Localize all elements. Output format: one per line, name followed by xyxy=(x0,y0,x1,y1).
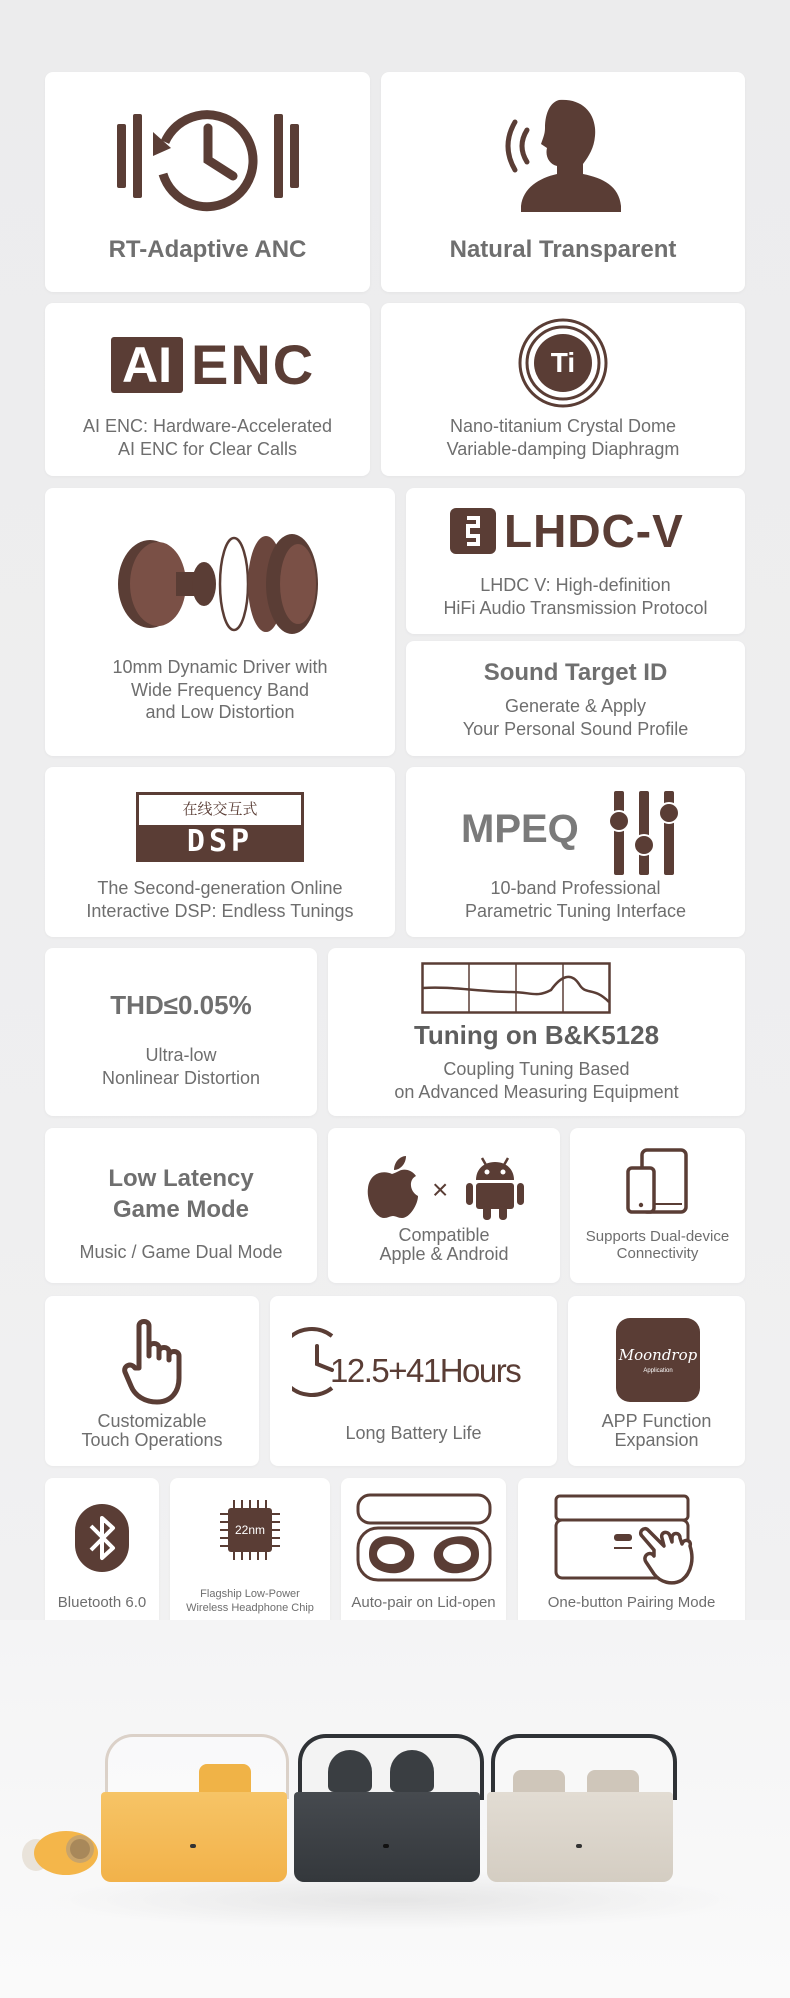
compat-sub: Compatible Apple & Android xyxy=(379,1225,509,1264)
card-autopair xyxy=(341,1478,506,1630)
thd-sub: Ultra-low Nonlinear Distortion xyxy=(101,1045,261,1088)
moondrop-app-icon: Moondrop Application xyxy=(616,1318,700,1402)
card-titanium xyxy=(381,303,745,476)
card-latency xyxy=(45,1128,317,1283)
product-photo xyxy=(0,1620,790,1998)
touch-sub: Customizable Touch Operations xyxy=(81,1411,223,1450)
yellow-case xyxy=(101,1734,287,1882)
chip-icon xyxy=(220,1500,280,1560)
lhdc-logo-text: LHDC-V xyxy=(504,505,684,557)
card-chip xyxy=(170,1478,330,1630)
titanium-badge-label: Ti xyxy=(550,347,576,378)
dsp-badge: 在线交互式 DSP xyxy=(136,792,304,862)
app-sub: APP Function Expansion xyxy=(601,1411,712,1450)
bluetooth-icon xyxy=(75,1504,129,1572)
card-dsp xyxy=(45,767,395,937)
autopair-sub: Auto-pair on Lid-open xyxy=(351,1594,496,1611)
card-onebutton xyxy=(518,1478,745,1630)
card-tuning xyxy=(328,948,745,1116)
card-soundid xyxy=(406,641,745,756)
apple-icon xyxy=(366,1156,420,1220)
card-touch xyxy=(45,1296,259,1466)
battery-value: 12.5+41Hours xyxy=(330,1352,521,1389)
card-transparent xyxy=(381,72,745,292)
bluetooth-sub: Bluetooth 6.0 xyxy=(57,1594,147,1611)
latency-title: Low Latency Game Mode xyxy=(108,1165,254,1224)
soundid-title: Sound Target ID xyxy=(483,659,668,686)
card-anc xyxy=(45,72,370,292)
card-battery xyxy=(270,1296,557,1466)
dsp-sub: The Second-generation Online Interactive DSP: Endless Tunings xyxy=(86,878,354,921)
driver-sub: 10mm Dynamic Driver with Wide Frequency Band and Low Distortion xyxy=(112,657,328,722)
tuning-title: Tuning on B&K5128 xyxy=(413,1020,660,1050)
anc-title: RT-Adaptive ANC xyxy=(108,236,307,263)
mpeq-sub: 10-band Professional Parametric Tuning Interface xyxy=(464,878,687,921)
dual-device-icon xyxy=(626,1148,690,1214)
card-driver xyxy=(45,488,395,756)
latency-sub: Music / Game Dual Mode xyxy=(79,1242,283,1262)
yellow-earbud-loose xyxy=(18,1825,100,1877)
card-bluetooth xyxy=(45,1478,159,1630)
card-compat xyxy=(328,1128,560,1283)
mpeq-title: MPEQ xyxy=(461,807,579,851)
soundid-sub: Generate & Apply Your Personal Sound Profile xyxy=(462,696,689,739)
titanium-badge-icon xyxy=(517,317,609,409)
aienc-logo: AI ENC xyxy=(111,337,307,393)
aienc-sub: AI ENC: Hardware-Accelerated AI ENC for Clear Calls xyxy=(82,416,333,459)
thd-title: THD≤0.05% xyxy=(110,990,252,1020)
lhdc-logo xyxy=(450,508,496,554)
chip-sub: Flagship Low-Power Wireless Headphone Chip xyxy=(186,1588,314,1614)
titanium-sub: Nano-titanium Crystal Dome Variable-damping Diaphragm xyxy=(446,416,680,459)
card-lhdc xyxy=(406,488,745,634)
head-sound-icon xyxy=(499,94,629,214)
clock-anc-icon xyxy=(113,102,303,212)
tuning-sub: Coupling Tuning Based on Advanced Measuring Equipment xyxy=(394,1059,679,1102)
equalizer-icon xyxy=(606,791,682,875)
driver-exploded-icon xyxy=(110,524,330,644)
card-thd xyxy=(45,948,317,1116)
android-icon xyxy=(466,1156,524,1222)
card-mpeq xyxy=(406,767,745,937)
lhdc-sub: LHDC V: High-definition HiFi Audio Transmission Protocol xyxy=(443,575,708,618)
battery-sub: Long Battery Life xyxy=(345,1423,482,1443)
card-app xyxy=(568,1296,745,1466)
pairing-button-icon xyxy=(554,1494,714,1586)
charging-case-icon xyxy=(355,1492,493,1584)
card-dual xyxy=(570,1128,745,1283)
transparent-title: Natural Transparent xyxy=(449,236,677,263)
card-aienc xyxy=(45,303,370,476)
chip-label: 22nm xyxy=(234,1523,266,1537)
onebutton-sub: One-button Pairing Mode xyxy=(547,1594,716,1611)
dual-sub: Supports Dual-device Connectivity xyxy=(585,1228,730,1263)
touch-hand-icon xyxy=(121,1316,187,1406)
compat-cross: × xyxy=(432,1174,449,1205)
charcoal-case xyxy=(294,1734,480,1882)
frequency-graph-icon xyxy=(421,962,611,1014)
beige-case xyxy=(487,1734,673,1882)
